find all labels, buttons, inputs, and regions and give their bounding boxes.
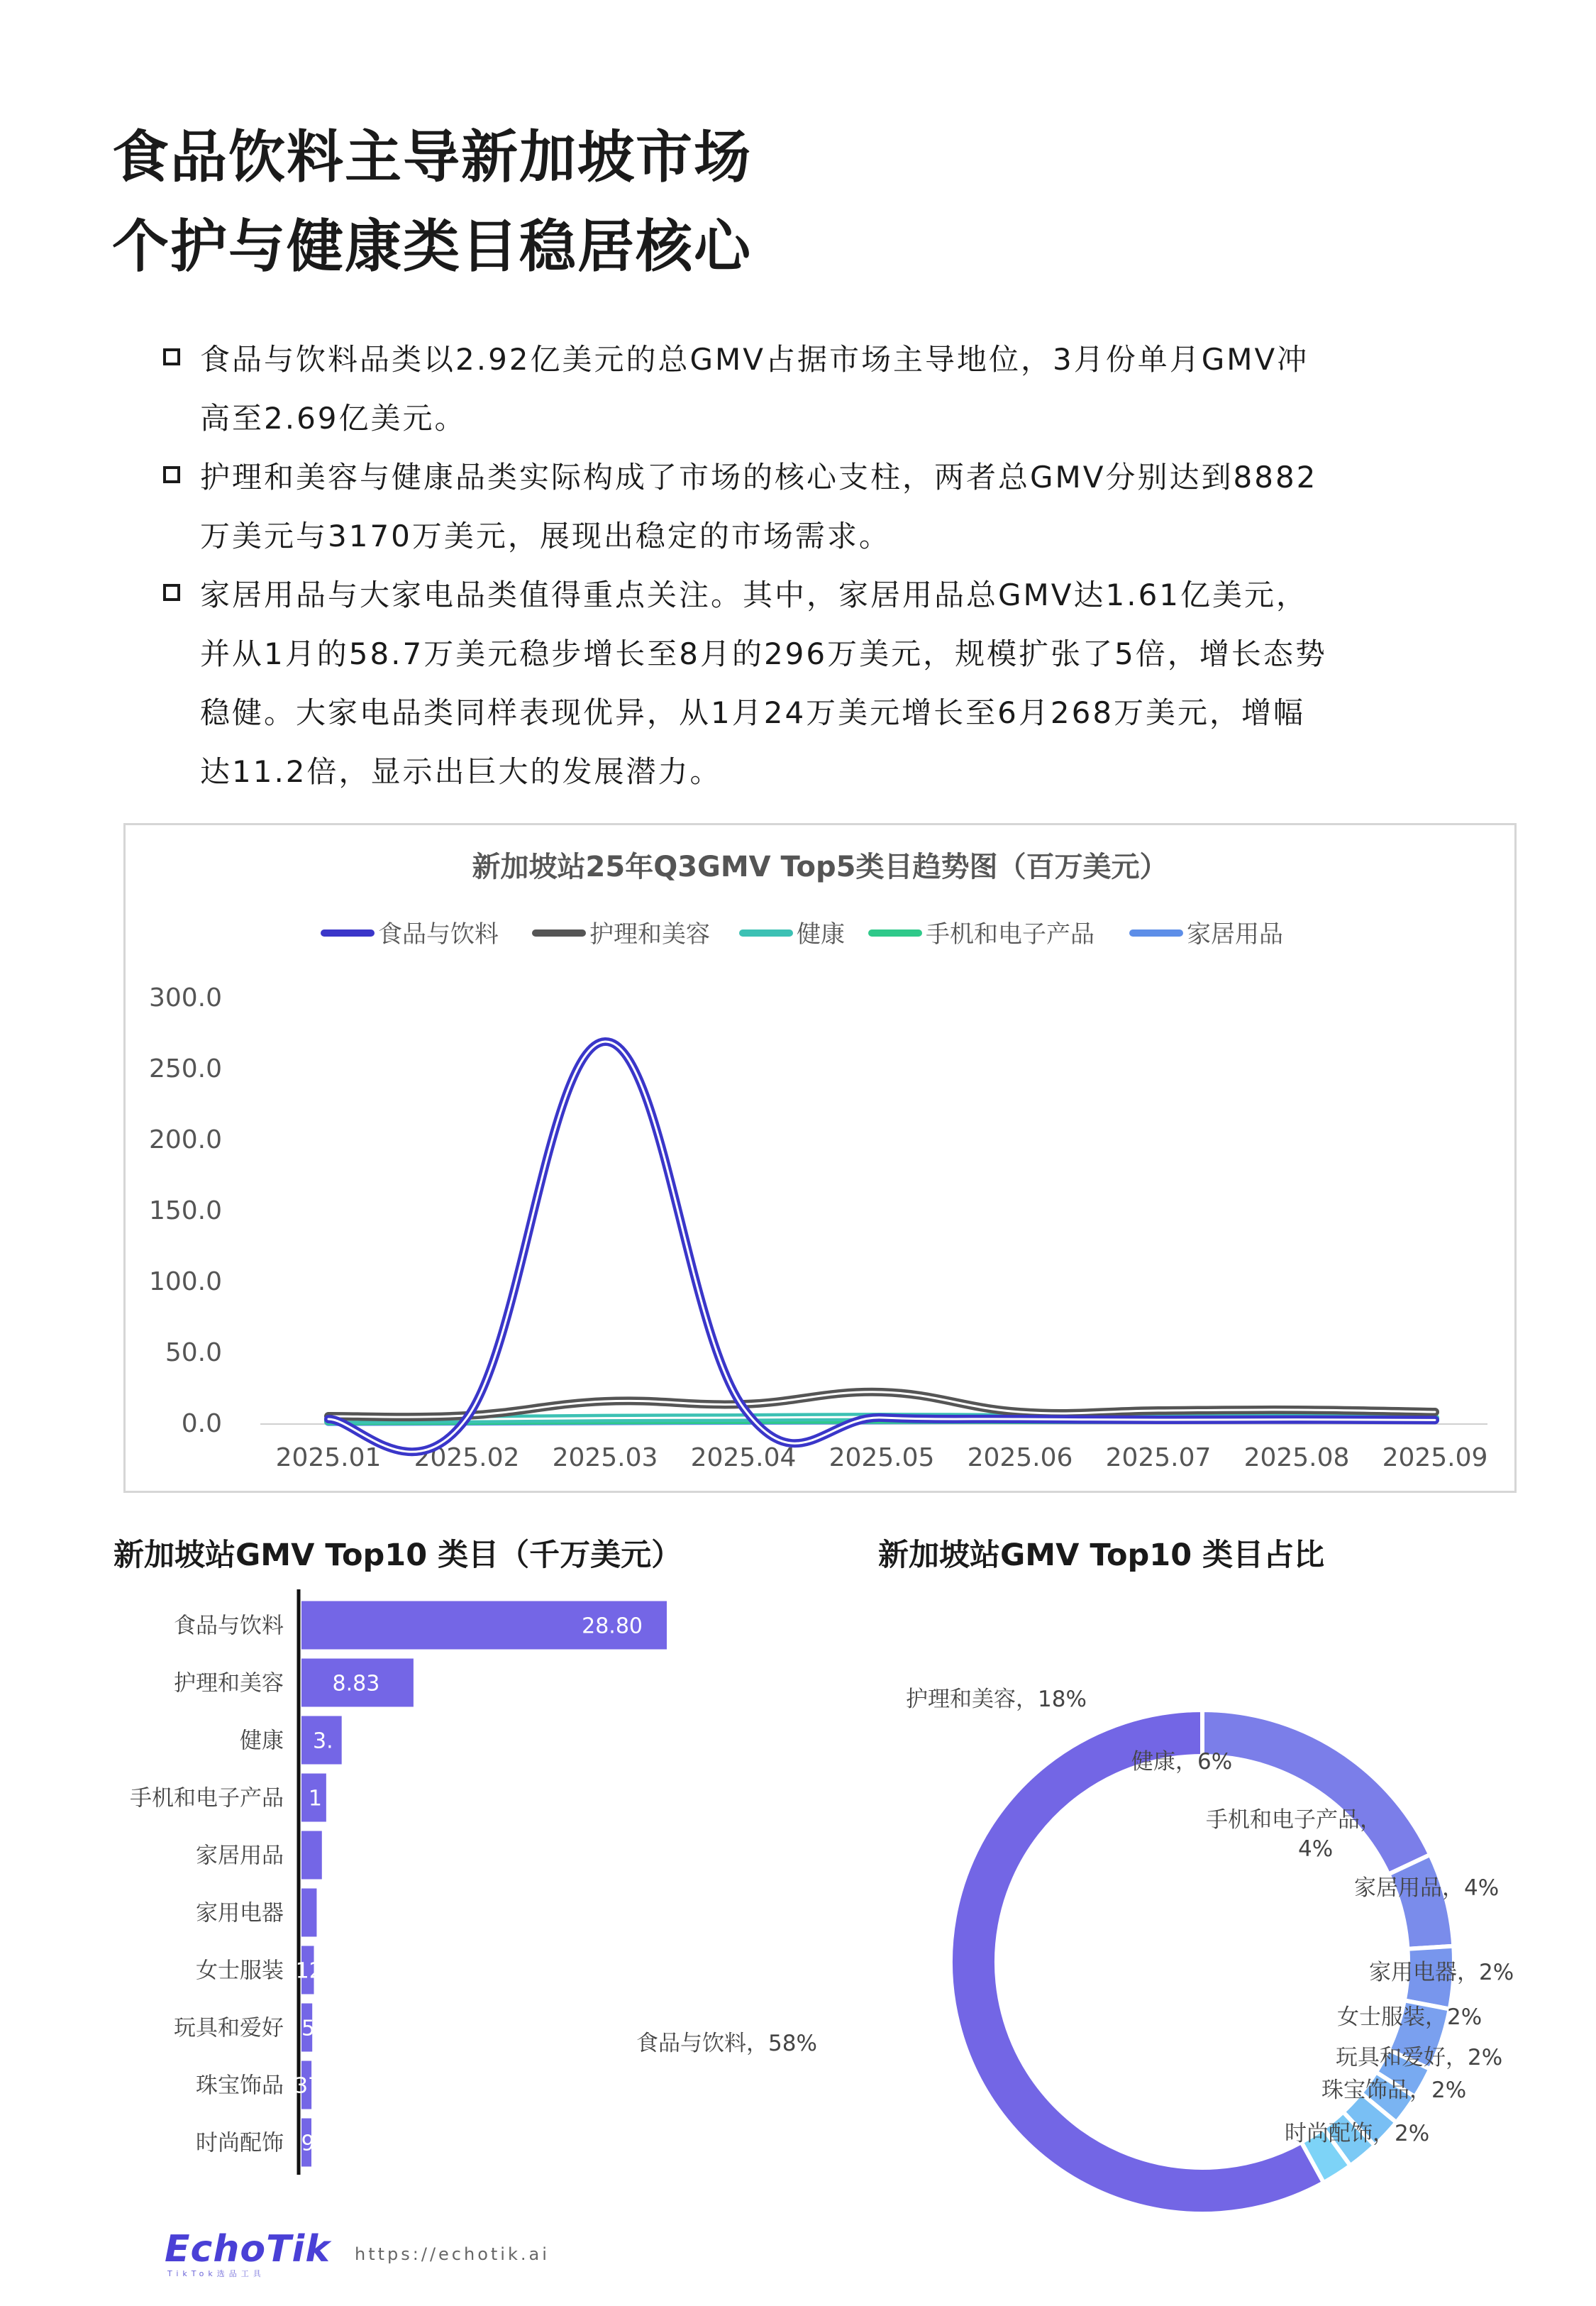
y-tick-label: 0.0 — [181, 1409, 222, 1438]
chart-title: 新加坡站25年Q3GMV Top5类目趋势图（百万美元） — [472, 851, 1168, 883]
bullet-text: 稳健。大家电品类同样表现优异，从1月24万美元增长至6月268万美元，增幅 — [200, 695, 1306, 730]
echotik-logo: EchoTik — [165, 2228, 331, 2271]
bar-value-label: 3. — [313, 1728, 333, 1754]
donut-chart — [636, 1589, 1553, 2228]
x-tick-label: 2025.03 — [552, 1443, 658, 1472]
x-tick-label: 2025.09 — [1382, 1443, 1488, 1472]
category-label: 手机和电子产品 — [130, 1785, 284, 1811]
bullet-item — [160, 330, 1508, 448]
checkbox-square-icon — [163, 466, 180, 483]
category-label: 女士服装 — [196, 1958, 284, 1984]
bullet-text: 食品与饮料品类以2.92亿美元的总GMV占据市场主导地位，3月份单月GMV冲 — [200, 342, 1309, 377]
label-appliance: 家用电器，2% — [1369, 1960, 1514, 1985]
bullet-text: 家居用品与大家电品类值得重点关注。其中，家居用品总GMV达1.61亿美元， — [200, 578, 1309, 612]
y-tick-label: 50.0 — [165, 1338, 222, 1367]
bar-value-label: 9 — [301, 2131, 315, 2156]
x-tick-label: 2025.04 — [690, 1443, 797, 1472]
x-tick-label: 2025.05 — [829, 1443, 935, 1472]
bar-value-label: 37 — [294, 2073, 322, 2099]
label-phone: 手机和电子产品， — [1206, 1807, 1382, 1833]
checkbox-square-icon — [163, 348, 180, 365]
bar-chart — [78, 1589, 823, 2200]
label-women: 女士服装，2% — [1337, 2004, 1483, 2030]
category-label: 健康 — [240, 1728, 284, 1754]
label-home: 家居用品，4% — [1354, 1875, 1500, 1901]
x-tick-label: 2025.07 — [1105, 1443, 1212, 1472]
category-label: 家居用品 — [196, 1843, 284, 1869]
y-tick-label: 150.0 — [148, 1196, 222, 1225]
category-label: 时尚配饰 — [196, 2130, 284, 2156]
legend-label: 家居用品 — [1187, 920, 1283, 949]
label-health: 健康，6% — [1131, 1749, 1233, 1775]
label-jewelry: 珠宝饰品，2% — [1321, 2078, 1467, 2103]
pie-chart-title: 新加坡站GMV Top10 类目占比 — [878, 1538, 1325, 1573]
legend-label: 健康 — [797, 920, 845, 949]
bullet-item — [160, 448, 1508, 566]
bar-value-label: 28.80 — [582, 1613, 643, 1639]
category-label: 家用电器 — [196, 1900, 284, 1926]
x-tick-label: 2025.08 — [1243, 1443, 1350, 1472]
category-label: 珠宝饰品 — [196, 2073, 284, 2099]
checkbox-square-icon — [163, 584, 180, 601]
y-tick-label: 100.0 — [148, 1267, 222, 1296]
label-toys: 玩具和爱好，2% — [1336, 2045, 1503, 2070]
label-fashion: 时尚配饰，2% — [1285, 2121, 1430, 2146]
y-tick-label: 200.0 — [148, 1125, 222, 1154]
legend-label: 食品与饮料 — [378, 920, 499, 949]
bullet-text: 万美元与3170万美元，展现出稳定的市场需求。 — [200, 519, 891, 553]
bullet-item — [160, 566, 1508, 801]
page-title-line1: 食品饮料主导新加坡市场 — [112, 124, 752, 190]
bullet-text: 并从1月的58.7万美元稳步增长至8月的296万美元，规模扩张了5倍，增长态势 — [200, 636, 1327, 671]
footer-url: https://echotik.ai — [355, 2244, 550, 2264]
line-chart — [126, 825, 1514, 1491]
bar-chart-title: 新加坡站GMV Top10 类目（千万美元） — [113, 1538, 682, 1573]
category-label: 玩具和爱好 — [174, 2015, 284, 2041]
label-care: 护理和美容，18% — [906, 1687, 1087, 1712]
bullet-text: 护理和美容与健康品类实际构成了市场的核心支柱，两者总GMV分别达到8882 — [200, 460, 1318, 495]
y-tick-label: 300.0 — [148, 983, 222, 1013]
line-chart-panel — [123, 823, 1517, 1493]
category-label: 食品与饮料 — [174, 1613, 284, 1639]
donut-slice — [951, 1710, 1324, 2214]
x-tick-label: 2025.02 — [414, 1443, 520, 1472]
donut-slice — [1388, 1855, 1453, 1949]
bar — [301, 1831, 322, 1880]
bar-value-label: 8.83 — [332, 1671, 380, 1697]
bar-value-label: 1 — [308, 1786, 322, 1811]
legend-label: 手机和电子产品 — [926, 920, 1095, 949]
label-phone-pct: 4% — [1298, 1836, 1334, 1862]
category-label: 护理和美容 — [174, 1670, 284, 1697]
x-tick-label: 2025.06 — [967, 1443, 1073, 1472]
bar-value-label: 12 — [295, 1958, 323, 1984]
bullet-list — [160, 330, 1508, 801]
bullet-text: 高至2.69亿美元。 — [200, 401, 467, 436]
label-food: 食品与饮料，58% — [636, 2031, 817, 2056]
bar-value-label: 5 — [301, 2016, 316, 2041]
x-tick-label: 2025.01 — [275, 1443, 382, 1472]
logo-subtitle: TikTok选品工具 — [167, 2269, 265, 2278]
bar — [301, 1889, 316, 1937]
y-tick-label: 250.0 — [148, 1054, 222, 1083]
legend-label: 护理和美容 — [589, 920, 710, 949]
page-title-line2: 个护与健康类目稳居核心 — [112, 214, 752, 280]
bullet-text: 达11.2倍，显示出巨大的发展潜力。 — [200, 754, 722, 789]
